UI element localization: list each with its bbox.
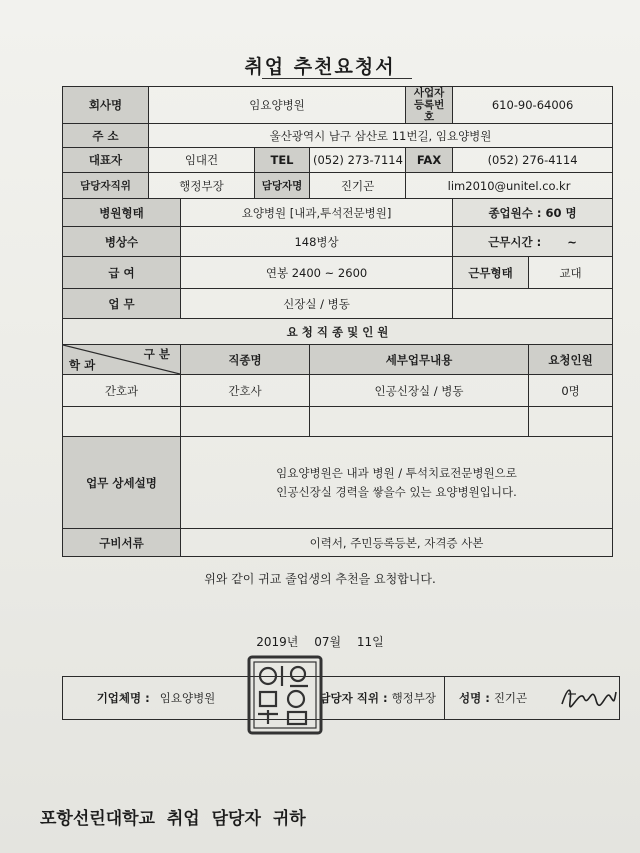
email-value: lim2010@unitel.co.kr — [406, 173, 613, 199]
title-underline — [262, 78, 412, 79]
signature-name-value: 진기곤 — [493, 691, 528, 705]
row-salary — [63, 257, 613, 289]
row-dept — [63, 407, 181, 437]
row-duties — [63, 289, 613, 319]
company-value: 임요양병원 — [149, 87, 406, 124]
category-diagonal-header — [63, 345, 181, 375]
row-request-header — [63, 319, 613, 345]
hospital-type-label: 병원형태 — [63, 199, 181, 227]
row-job — [181, 407, 310, 437]
biz-no-value: 610-90-64006 — [453, 87, 613, 124]
company-label: 회사명 — [63, 87, 149, 124]
documents-label: 구비서류 — [63, 529, 181, 557]
tel-value: (052) 273-7114 — [310, 148, 406, 173]
job-column-header: 직종명 — [181, 345, 310, 375]
work-hours-label: 근무시간 : — [488, 234, 542, 249]
ceo-value: 임대건 — [149, 148, 255, 173]
row-beds — [63, 227, 613, 257]
address-value: 울산광역시 남구 삼산로 11번길, 임요양병원 — [149, 124, 613, 148]
signature-company-label: 기업체명 : — [96, 691, 150, 705]
footer-recipient: 포항선린대학교 취업 담당자 귀하 — [40, 809, 306, 829]
employees-label: 종업원수 : — [488, 205, 542, 220]
fax-label: FAX — [406, 148, 453, 173]
row-duty-detail — [63, 437, 613, 529]
row-address — [63, 124, 613, 148]
beds-value: 148병상 — [181, 227, 453, 257]
request-statement: 위와 같이 귀교 졸업생의 추천을 요청합니다. — [204, 572, 436, 586]
request-form-table — [62, 86, 613, 557]
company-seal-stamp — [246, 654, 324, 736]
row-hospital-type — [63, 199, 613, 227]
row-company — [63, 87, 613, 124]
row-request-columns — [63, 345, 613, 375]
signature-box — [62, 676, 620, 720]
signature-position-label: 담당자 직위 : — [319, 691, 388, 705]
signature-name-label: 성명 : — [459, 691, 490, 705]
work-type-label: 근무형태 — [453, 257, 529, 289]
address-label: 주 소 — [63, 124, 149, 148]
employees-value: 60 명 — [545, 205, 577, 220]
row-dept: 간호과 — [63, 375, 181, 407]
work-hours-value: ~ — [567, 234, 577, 249]
duties-blank — [453, 289, 613, 319]
row-count: 0명 — [529, 375, 613, 407]
employees-cell — [453, 199, 613, 227]
hospital-type-value: 요양병원 [내과,투석전문병원] — [181, 199, 453, 227]
work-type-value: 교대 — [529, 257, 613, 289]
count-column-header: 요청인원 — [529, 345, 613, 375]
row-count — [529, 407, 613, 437]
fax-value: (052) 276-4114 — [453, 148, 613, 173]
signature-position-value: 행정부장 — [391, 691, 436, 705]
row-ceo — [63, 148, 613, 173]
table-row — [63, 407, 613, 437]
request-date: 2019년 07월 11일 — [256, 635, 384, 649]
category-top-label: 구 분 — [143, 347, 170, 362]
document-title: 취업 추천요청서 — [244, 56, 396, 78]
contact-position-value: 행정부장 — [149, 173, 255, 199]
table-row — [63, 375, 613, 407]
duty-detail-value — [181, 437, 613, 529]
detail-column-header: 세부업무내용 — [310, 345, 529, 375]
handwritten-signature — [558, 680, 618, 712]
ceo-label: 대표자 — [63, 148, 149, 173]
row-detail: 인공신장실 / 병동 — [310, 375, 529, 407]
contact-position-label: 담당자직위 — [63, 173, 149, 199]
duties-label: 업 무 — [63, 289, 181, 319]
contact-name-value: 진기곤 — [310, 173, 406, 199]
category-bottom-label: 학 과 — [69, 358, 96, 373]
work-hours-cell — [453, 227, 613, 257]
salary-label: 급 여 — [63, 257, 181, 289]
request-header: 요 청 직 종 및 인 원 — [63, 319, 613, 345]
tel-label: TEL — [255, 148, 310, 173]
row-detail — [310, 407, 529, 437]
signature-company — [63, 677, 249, 719]
row-job: 간호사 — [181, 375, 310, 407]
duty-detail-label: 업무 상세설명 — [63, 437, 181, 529]
duty-detail-line-2: 인공신장실 경력을 쌓을수 있는 요양병원입니다. — [276, 484, 517, 499]
row-documents — [63, 529, 613, 557]
beds-label: 병상수 — [63, 227, 181, 257]
salary-value: 연봉 2400 ~ 2600 — [181, 257, 453, 289]
documents-value: 이력서, 주민등록등본, 자격증 사본 — [181, 529, 613, 557]
duties-value: 신장실 / 병동 — [181, 289, 453, 319]
biz-no-label: 사업자 등록번호 — [406, 87, 453, 124]
contact-name-label: 담당자명 — [255, 173, 310, 199]
signature-company-value: 임요양병원 — [159, 691, 216, 705]
row-contact — [63, 173, 613, 199]
duty-detail-line-1: 임요양병원은 내과 병원 / 투석치료전문병원으로 — [276, 466, 517, 481]
